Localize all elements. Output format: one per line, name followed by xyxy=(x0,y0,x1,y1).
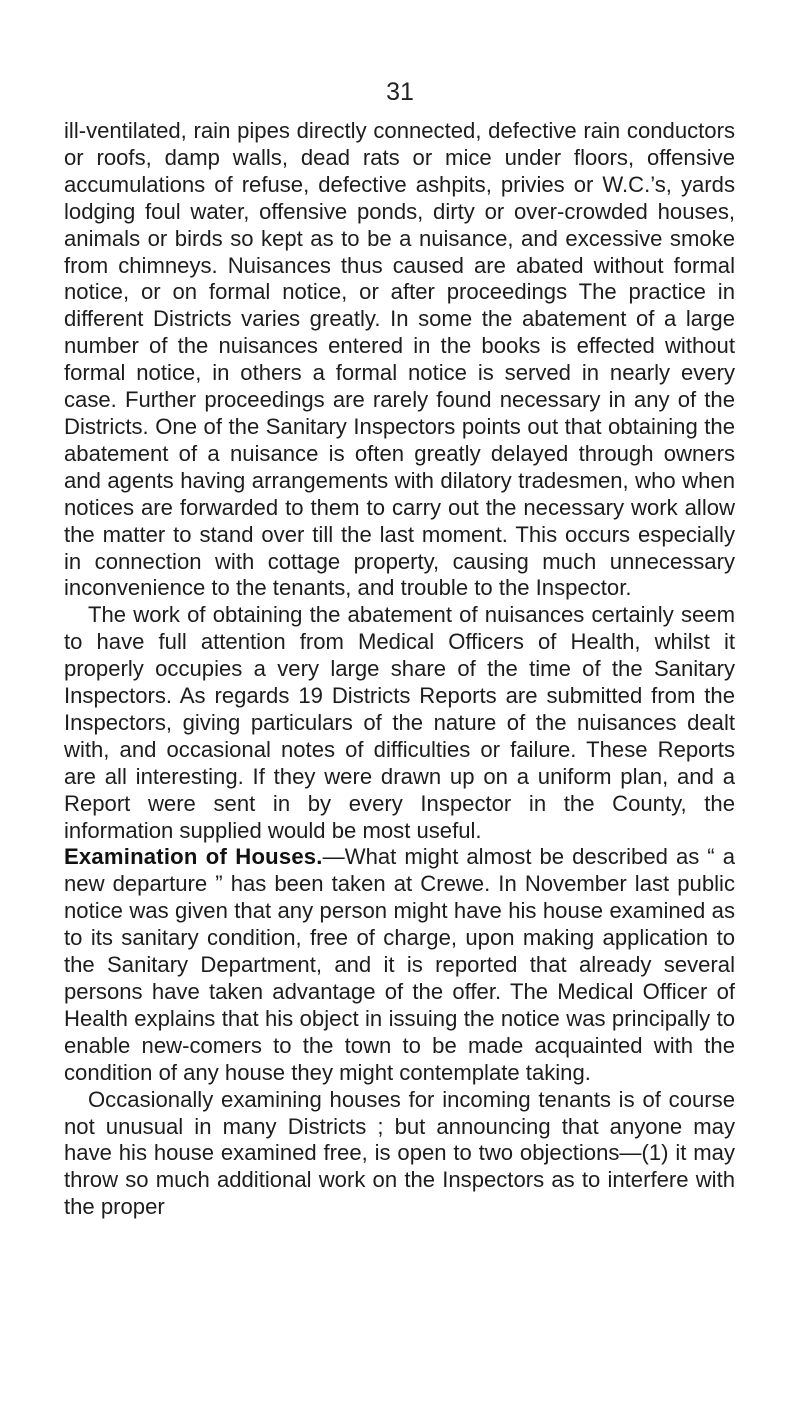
section-text: —What might almost be described as “ a new departure ” has been taken at Crewe. In November last public notice was given that any person might have his house examined as to its sanitary condition, free of charge, upon making application to the Sanitary Department, and it is reported that already several persons have taken advantage of the offer. The Medical Officer of Health explains that his object in issuing the notice was principally to enable new-comers to the town to be made acquainted with the condition of any house they might contemplate taking. xyxy=(64,844,735,1085)
paragraph-examination-of-houses xyxy=(64,844,735,1086)
paragraph-nuisances-abatement: ill-ventilated, rain pipes directly connected, defective rain conductors or roofs, damp walls, dead rats or mice under floors, offensive accumulations of refuse, defective ashpits, privies or W.C.’s, yards lodging foul water, offensive ponds, dirty or over-crowded houses, animals or birds so kept as to be a nuisance, and excessive smoke from chimneys. Nuisances thus caused are abated without formal notice, or on formal notice, or after proceedings The practice in different Districts varies greatly. In some the abatement of a large number of the nuisances entered in the books is effected without formal notice, in others a formal notice is served in nearly every case. Further proceedings are rarely found necessary in any of the Districts. One of the Sanitary Inspectors points out that obtaining the abatement of a nuisance is often greatly delayed through owners and agents having arrangements with dilatory tradesmen, who when notices are forwarded to them to carry out the necessary work allow the matter to stand over till the last moment. This occurs especially in connection with cottage property, causing much unnecessary inconvenience to the tenants, and trouble to the Inspector. xyxy=(64,118,735,601)
section-heading: Examination of Houses. xyxy=(64,844,323,870)
page-number: 31 xyxy=(386,78,414,106)
paragraph-abatement-work: The work of obtaining the abatement of nuisances certainly seem to have full attention from Medical Officers of Health, whilst it properly occupies a very large share of the time of the Sanitary Inspectors. As regards 19 Districts Reports are submitted from the Inspectors, giving particulars of the nature of the nuisances dealt with, and occasional notes of difficulties or failure. These Reports are all interesting. If they were drawn up on a uniform plan, and a Report were sent in by every Inspector in the County, the information supplied would be most useful. xyxy=(64,602,735,843)
paragraph-examining-houses: Occasionally examining houses for incoming tenants is of course not unusual in many Districts ; but announcing that anyone may have his house examined free, is open to two objections—(1) it may throw so much additional work on the Inspectors as to interfere with the proper xyxy=(64,1086,735,1220)
body-text xyxy=(64,118,735,1221)
